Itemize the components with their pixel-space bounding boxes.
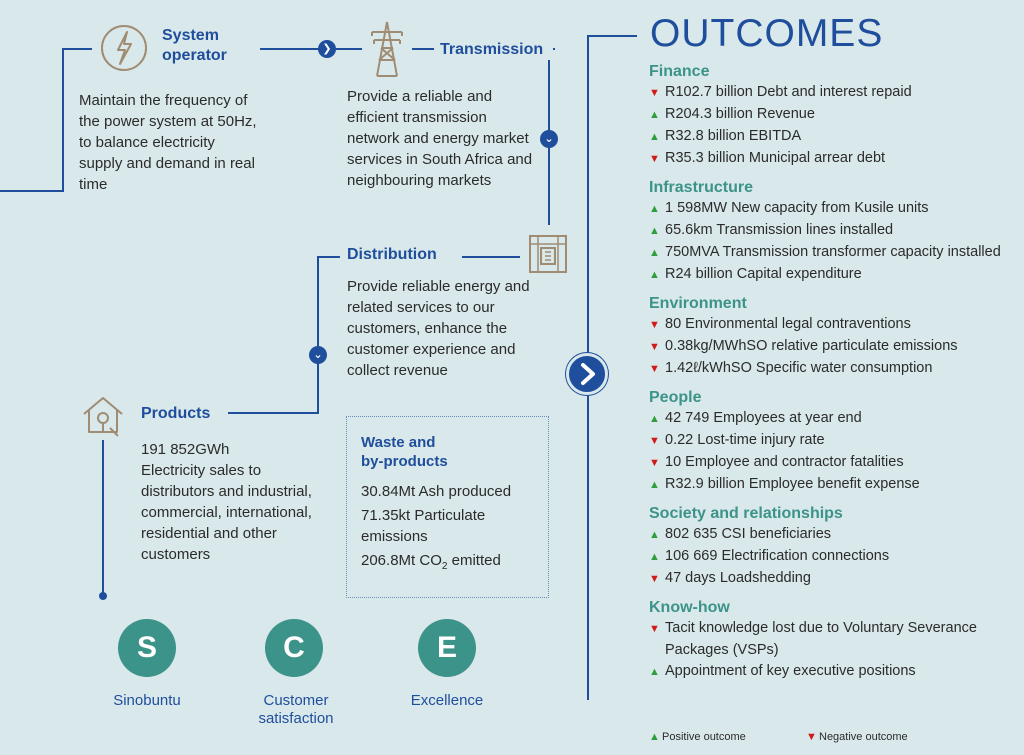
outcome-item bbox=[649, 474, 1019, 496]
legend-positive-label: Positive outcome bbox=[662, 731, 746, 743]
transmission-tower-icon bbox=[364, 18, 410, 80]
connector-outcomes-top bbox=[587, 35, 637, 37]
system-operator-title bbox=[162, 26, 227, 66]
connector-sysop-to-trans bbox=[260, 48, 362, 50]
triangle-up-icon: ▲ bbox=[649, 413, 660, 425]
outcome-item-text: 1.42ℓ/kWhSO Specific water consumption bbox=[665, 360, 933, 376]
substation-icon bbox=[526, 230, 570, 276]
outcome-item bbox=[649, 430, 1019, 452]
outcome-item bbox=[649, 524, 1019, 546]
legend-negative bbox=[806, 731, 908, 743]
outcome-item-text: Tacit knowledge lost due to Voluntary Severance Packages (VSPs) bbox=[665, 620, 977, 658]
triangle-up-icon: ▲ bbox=[649, 131, 660, 143]
outcome-item-text: R24 billion Capital expenditure bbox=[665, 266, 862, 282]
legend-negative-label: Negative outcome bbox=[819, 731, 908, 743]
waste-item-ash: 30.84Mt Ash produced bbox=[361, 483, 512, 500]
house-plug-icon bbox=[78, 392, 128, 440]
outcome-item bbox=[649, 408, 1019, 430]
products-value: 191 852GWh bbox=[141, 441, 230, 458]
outcome-item bbox=[649, 220, 1019, 242]
outcome-item-text: 10 Employee and contractor fatalities bbox=[665, 454, 904, 470]
outcome-item-text: R204.3 billion Revenue bbox=[665, 106, 815, 122]
waste-item-co2 bbox=[361, 550, 534, 577]
connector-products-right bbox=[228, 412, 319, 414]
outcome-item-text: R32.9 billion Employee benefit expense bbox=[665, 476, 920, 492]
waste-title bbox=[361, 433, 534, 471]
outcome-category-title: Environment bbox=[649, 295, 747, 312]
outcome-item-text: 750MVA Transmission transformer capacity installed bbox=[665, 244, 1001, 260]
outcome-item bbox=[649, 568, 1019, 590]
outcome-item bbox=[649, 104, 1019, 126]
outcome-category-title: Infrastructure bbox=[649, 179, 754, 196]
outcome-category-title: Know-how bbox=[649, 599, 730, 616]
outcome-category-title: Finance bbox=[649, 63, 710, 80]
co2-prefix: 206.8Mt CO bbox=[361, 552, 442, 569]
triangle-down-icon: ▼ bbox=[649, 341, 660, 353]
outcome-item-text: 80 Environmental legal contraventions bbox=[665, 316, 911, 332]
connector-products-down bbox=[102, 440, 104, 595]
outcome-category-title: Society and relationships bbox=[649, 505, 843, 522]
outcome-category-title: People bbox=[649, 389, 702, 406]
transmission-desc: Provide a reliable and efficient transmission network and energy market services in South Africa and neighbouring markets bbox=[347, 88, 533, 189]
triangle-down-icon: ▼ bbox=[649, 623, 660, 635]
connector-left-top bbox=[62, 48, 92, 50]
outcome-item-text: 106 669 Electrification connections bbox=[665, 548, 890, 564]
connector-trans-right bbox=[553, 48, 555, 50]
triangle-down-icon: ▼ bbox=[649, 87, 660, 99]
triangle-up-icon: ▲ bbox=[649, 109, 660, 121]
triangle-up-icon: ▲ bbox=[649, 203, 660, 215]
outcome-item bbox=[649, 336, 1019, 358]
outcome-item-text: 802 635 CSI beneficiaries bbox=[665, 526, 832, 542]
chevron-down-icon: ⌄ bbox=[540, 130, 558, 148]
outcome-item bbox=[649, 242, 1019, 264]
outcome-item-text: R102.7 billion Debt and interest repaid bbox=[665, 84, 912, 100]
connector-dist-left-horiz bbox=[318, 256, 340, 258]
products-desc: Electricity sales to distributors and industrial, commercial, international, residential and other customers bbox=[141, 462, 312, 563]
chevron-right-large-icon bbox=[566, 353, 608, 395]
legend-positive bbox=[649, 731, 746, 743]
distribution-desc: Provide reliable energy and related services to our customers, enhance the customer experience and collect revenue bbox=[347, 278, 530, 379]
triangle-up-icon: ▲ bbox=[649, 225, 660, 237]
outcome-item bbox=[649, 452, 1019, 474]
triangle-down-icon: ▼ bbox=[806, 731, 817, 743]
triangle-down-icon: ▼ bbox=[649, 153, 660, 165]
outcome-item bbox=[649, 358, 1019, 380]
value-circle-s: S bbox=[118, 619, 176, 677]
transmission-title: Transmission bbox=[440, 41, 544, 58]
outcome-item-text: 0.38kg/MWhSO relative particulate emissions bbox=[665, 338, 958, 354]
chevron-right-icon: ❯ bbox=[318, 40, 336, 58]
distribution-title: Distribution bbox=[347, 246, 437, 263]
outcome-item-text: 65.6km Transmission lines installed bbox=[665, 222, 894, 238]
triangle-up-icon: ▲ bbox=[649, 479, 660, 491]
value-label-customer-satisfaction: Customer satisfaction bbox=[258, 692, 334, 727]
triangle-down-icon: ▼ bbox=[649, 363, 660, 375]
waste-title-line2: by-products bbox=[361, 453, 448, 470]
chevron-down-icon: ⌄ bbox=[309, 346, 327, 364]
waste-title-line1: Waste and bbox=[361, 434, 436, 451]
triangle-up-icon: ▲ bbox=[649, 529, 660, 541]
outcome-item-text: R32.8 billion EBITDA bbox=[665, 128, 802, 144]
outcome-item-text: 42 749 Employees at year end bbox=[665, 410, 862, 426]
outcomes-list bbox=[649, 62, 1019, 691]
products-title: Products bbox=[141, 405, 211, 422]
outcomes-title: OUTCOMES bbox=[650, 12, 884, 55]
value-label-excellence: Excellence bbox=[410, 692, 484, 709]
outcome-item bbox=[649, 126, 1019, 148]
outcome-item bbox=[649, 661, 1019, 683]
outcome-item-text: Appointment of key executive positions bbox=[665, 663, 916, 679]
triangle-up-icon: ▲ bbox=[649, 269, 660, 281]
outcome-category bbox=[649, 598, 1019, 683]
co2-sub: 2 bbox=[441, 561, 448, 572]
outcome-item-text: R35.3 billion Municipal arrear debt bbox=[665, 150, 886, 166]
waste-item-particulate: 71.35kt Particulate emissions bbox=[361, 507, 486, 545]
triangle-up-icon: ▲ bbox=[649, 731, 660, 743]
connector-trans-head-tail bbox=[412, 48, 434, 50]
outcome-item bbox=[649, 198, 1019, 220]
triangle-up-icon: ▲ bbox=[649, 666, 660, 678]
triangle-down-icon: ▼ bbox=[649, 435, 660, 447]
outcome-item bbox=[649, 148, 1019, 170]
triangle-down-icon: ▼ bbox=[649, 457, 660, 469]
outcome-category bbox=[649, 62, 1019, 170]
outcome-item-text: 1 598MW New capacity from Kusile units bbox=[665, 200, 929, 216]
outcome-item bbox=[649, 314, 1019, 336]
system-operator-title-line1: System bbox=[162, 27, 219, 44]
triangle-down-icon: ▼ bbox=[649, 573, 660, 585]
triangle-up-icon: ▲ bbox=[649, 551, 660, 563]
triangle-up-icon: ▲ bbox=[649, 247, 660, 259]
value-circle-c: C bbox=[265, 619, 323, 677]
outcome-item-text: 0.22 Lost-time injury rate bbox=[665, 432, 825, 448]
outcome-item bbox=[649, 82, 1019, 104]
connector-products-dot bbox=[99, 592, 107, 600]
connector-left-vertical bbox=[62, 48, 64, 191]
outcome-category bbox=[649, 178, 1019, 286]
system-operator-title-line2: operator bbox=[162, 47, 227, 64]
outcome-category bbox=[649, 504, 1019, 590]
lightning-bolt-icon bbox=[96, 20, 152, 76]
connector-dist-vertical bbox=[317, 256, 319, 413]
outcome-category bbox=[649, 388, 1019, 496]
waste-box bbox=[346, 416, 549, 598]
outcome-item bbox=[649, 618, 1019, 661]
outcome-item bbox=[649, 264, 1019, 286]
connector-left-bottom bbox=[0, 190, 64, 192]
triangle-down-icon: ▼ bbox=[649, 319, 660, 331]
outcome-category bbox=[649, 294, 1019, 380]
outcome-item bbox=[649, 546, 1019, 568]
co2-suffix: emitted bbox=[447, 552, 501, 569]
value-circle-e: E bbox=[418, 619, 476, 677]
outcome-item-text: 47 days Loadshedding bbox=[665, 570, 811, 586]
system-operator-desc: Maintain the frequency of the power system at 50Hz, to balance electricity supply and demand in real time bbox=[79, 92, 257, 193]
connector-dist-right bbox=[462, 256, 520, 258]
value-label-sinobuntu: Sinobuntu bbox=[113, 692, 181, 709]
